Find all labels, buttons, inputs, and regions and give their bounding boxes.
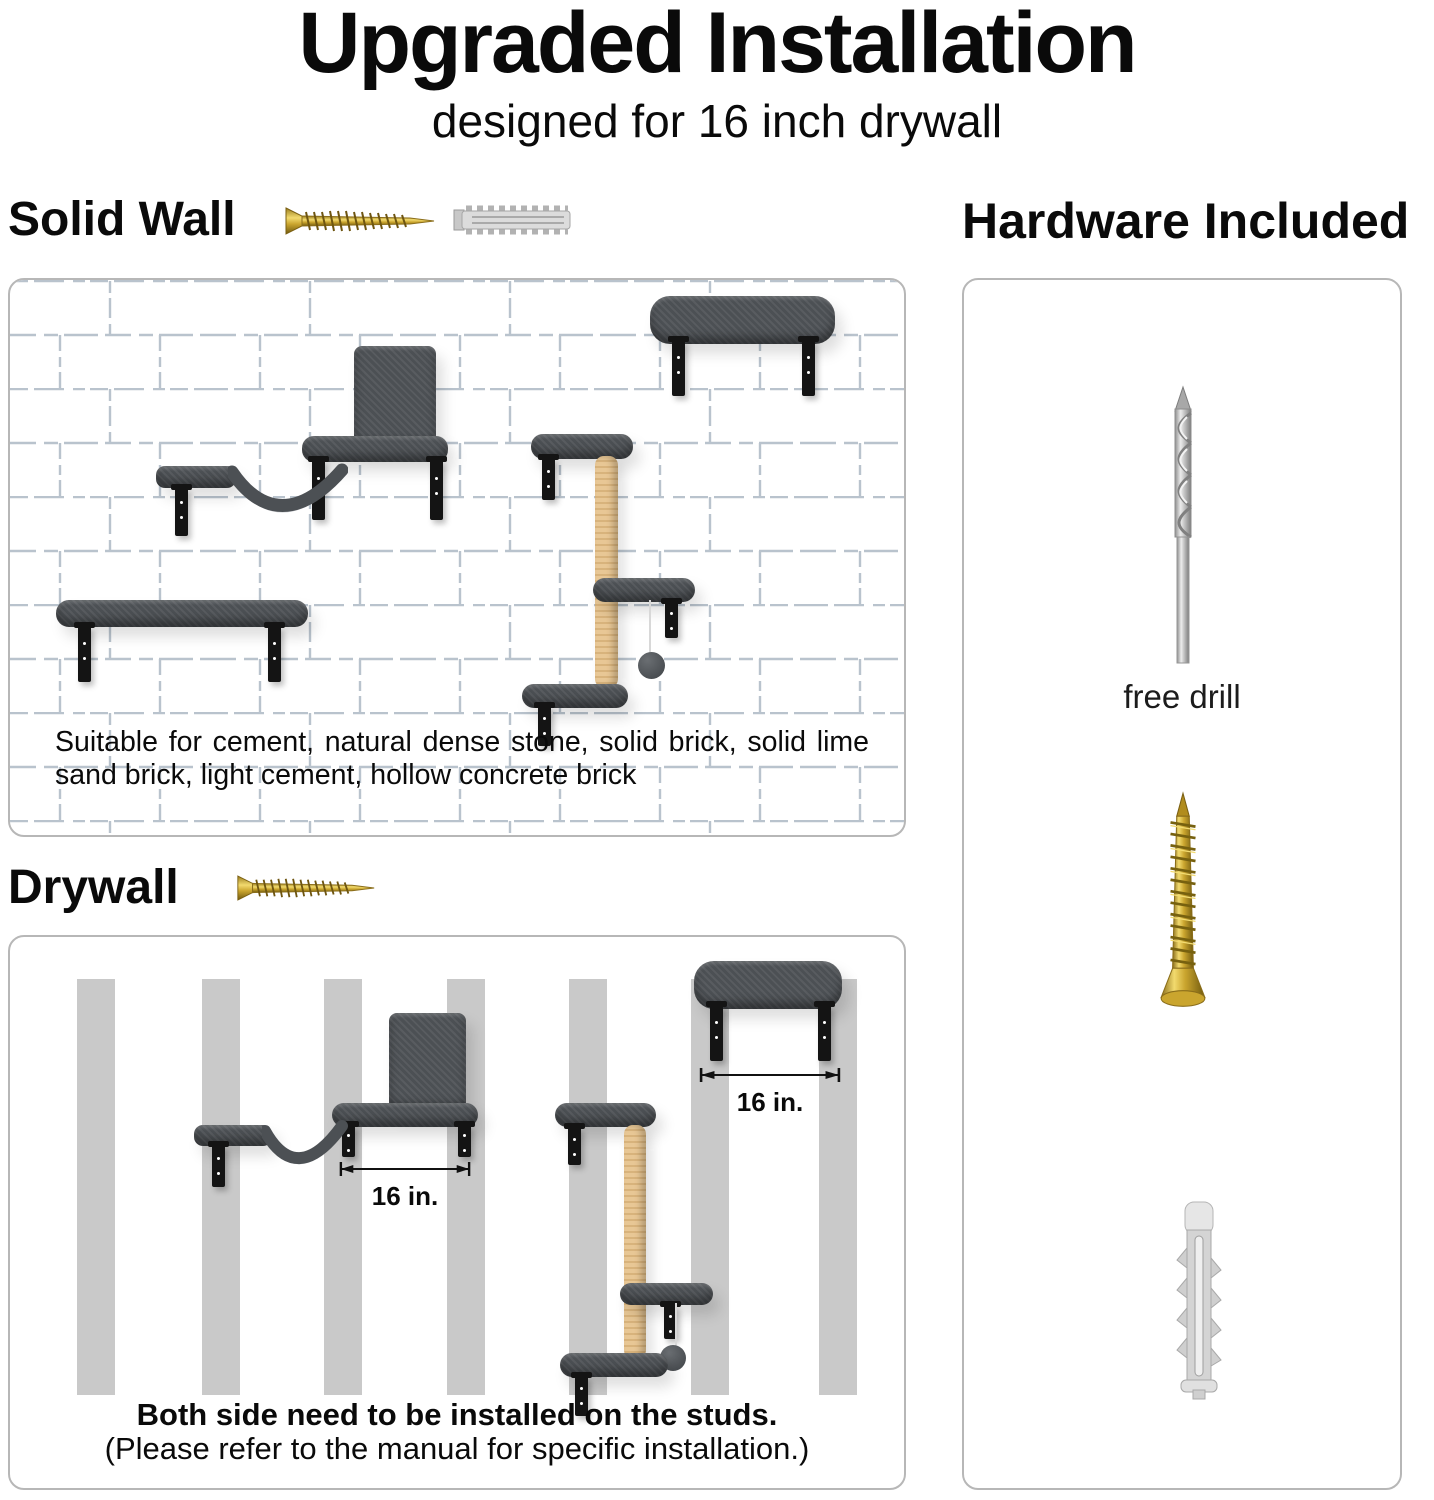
wall-bracket — [268, 626, 281, 682]
wall-bracket — [710, 1005, 723, 1061]
wall-bracket — [542, 458, 555, 500]
wall-bracket — [802, 340, 815, 396]
gold-screw-icon — [1158, 780, 1208, 1042]
wall-anchor-icon — [452, 203, 574, 237]
solid-wall-panel — [8, 278, 906, 837]
hardware-panel — [962, 278, 1402, 1490]
screw-icon — [284, 206, 436, 236]
wall-shelf — [194, 1125, 272, 1146]
drywall-heading: Drywall — [8, 861, 179, 914]
wall-bracket — [212, 1145, 225, 1187]
curved-bridge — [228, 460, 348, 522]
wall-bracket — [78, 626, 91, 682]
wall-bracket — [458, 1125, 471, 1157]
page-subtitle: designed for 16 inch drywall — [431, 95, 1003, 147]
wall-bracket — [430, 460, 443, 520]
wall-bracket — [665, 602, 678, 638]
wall-bracket — [568, 1127, 581, 1165]
solid-wall-heading: Solid Wall — [8, 193, 236, 246]
hardware-heading: Hardware Included — [962, 193, 1410, 249]
curved-bridge — [262, 1119, 348, 1177]
dimension-arrow-icon — [698, 1067, 842, 1083]
toy-string — [649, 600, 651, 654]
drywall-note-paren: (Please refer to the manual for specific installation.) — [104, 1431, 810, 1466]
dimension-arrow-icon — [338, 1161, 472, 1177]
scratching-post — [595, 456, 618, 688]
toy-string — [675, 1303, 677, 1349]
wall-stud — [202, 979, 240, 1395]
wall-bracket — [672, 340, 685, 396]
wall-bracket — [175, 488, 188, 536]
drywall-note-bold: Both side need to be installed on the studs. — [136, 1397, 778, 1432]
drill-bit-icon — [1160, 385, 1206, 667]
dimension-label: 16 in. — [736, 1087, 804, 1117]
dimension-label: 16 in. — [371, 1181, 439, 1211]
cat-condo-cube — [389, 1013, 466, 1111]
free-drill-label: free drill — [1123, 678, 1241, 715]
screw-icon — [236, 874, 376, 902]
dimension-annotation — [338, 1161, 472, 1212]
wall-stud — [569, 979, 607, 1395]
dimension-annotation — [698, 1067, 842, 1118]
drywall-panel — [8, 935, 906, 1490]
wall-stud — [77, 979, 115, 1395]
page-title: Upgraded Installation — [298, 0, 1136, 91]
cat-condo-cube — [354, 346, 436, 448]
solid-wall-description: Suitable for cement, natural dense stone, solid brick, solid lime sand brick, light cement, hollow concrete brick — [55, 726, 869, 791]
wall-bracket — [818, 1005, 831, 1061]
wall-shelf — [156, 466, 236, 488]
wall-anchor-icon — [1172, 1200, 1226, 1402]
hanging-ball — [638, 652, 665, 679]
scratching-post — [624, 1125, 646, 1359]
